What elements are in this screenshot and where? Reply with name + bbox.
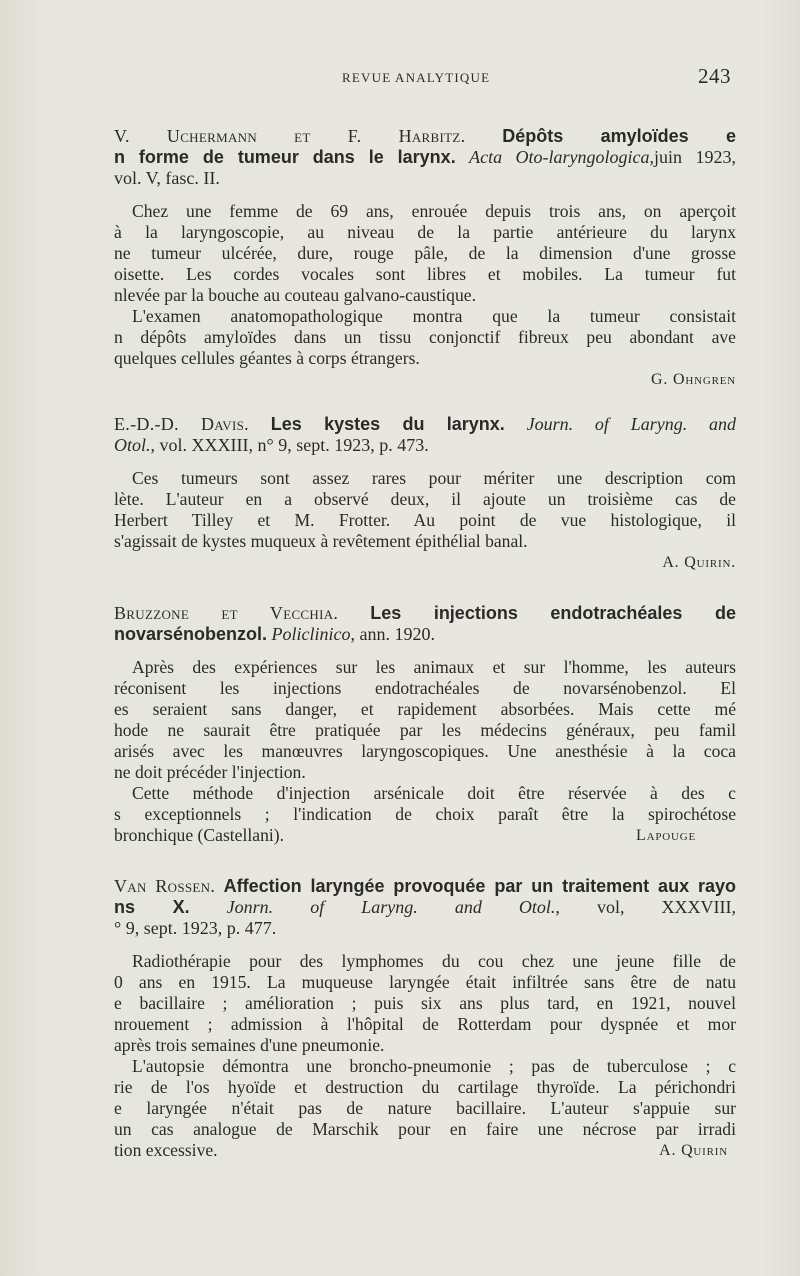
entry-body <box>114 951 736 1161</box>
text-line: novarsénobenzol. <box>114 624 268 644</box>
text-line: lète. L'auteur en a observé deux, il ajoute un troisième cas de <box>114 489 736 509</box>
text-line: es seraient sans danger, et rapidement absorbées. Mais cette mé <box>114 699 736 719</box>
text-line: L'examen anatomopathologique montra que la tumeur consistait <box>132 306 736 326</box>
text-line: à la laryngoscopie, au niveau de la partie antérieure du larynx <box>114 222 736 242</box>
text-line: ns X. <box>114 897 190 917</box>
text-line: , ann. 1920. <box>350 624 436 644</box>
entry-body <box>114 468 736 552</box>
running-head <box>0 64 800 88</box>
text-line: juin 1923, <box>654 147 736 167</box>
entry-heading-cont <box>114 624 736 645</box>
entry-citation-end <box>114 918 736 939</box>
text-line: Les kystes du larynx. <box>270 414 505 434</box>
text-line: Bruzzone et Vecchia. <box>114 603 339 623</box>
text-line: Chez une femme de 69 ans, enrouée depuis trois ans, on aperçoit <box>132 201 736 221</box>
review-entry-davis <box>114 414 736 573</box>
text-line: oisette. Les cordes vocales sont libres et mobiles. La tumeur fut <box>114 264 736 284</box>
text-line: Policlinico <box>271 624 351 644</box>
text-line: rie de l'os hyoïde et destruction du cartilage thyroïde. La périchondri <box>114 1077 736 1097</box>
entry-heading-cont <box>114 147 736 168</box>
text-line: ° 9, sept. 1923, p. 477. <box>114 918 277 938</box>
text-line: s exceptionnels ; l'indication de choix paraît être la spirochétose <box>114 804 736 824</box>
text-line: Acta Oto-laryngologica, <box>469 147 655 167</box>
text-line: V. Uchermann et F. Harbitz. <box>114 126 466 146</box>
text-line: Cette méthode d'injection arsénicale doit être réservée à des c <box>132 783 736 803</box>
text-line: un cas analogue de Marschik pour en faire une nécrose par irradi <box>114 1119 736 1139</box>
text-line: Affection laryngée provoquée par un traitement aux rayo <box>223 876 736 896</box>
text-line: quelques cellules géantes à corps étrangers. <box>114 348 420 368</box>
text-line: hode ne saurait être pratiquée par les médecins généraux, peu famil <box>114 720 736 740</box>
running-title: REVUE ANALYTIQUE <box>342 70 491 85</box>
text-line: ne doit précéder l'injection. <box>114 762 306 782</box>
text-line: Ces tumeurs sont assez rares pour mériter une description com <box>132 468 736 488</box>
text-line: , vol, XXXVIII, <box>555 897 736 917</box>
text-line: Après des expériences sur les animaux et sur l'homme, les auteurs <box>132 657 736 677</box>
entry-signature: Lapouge <box>636 827 696 844</box>
text-line: e bacillaire ; amélioration ; puis six ans plus tard, en 1921, nouvel <box>114 993 736 1013</box>
entry-heading <box>114 414 736 435</box>
text-line: nlevée par la bouche au couteau galvano-caustique. <box>114 285 476 305</box>
entry-citation-end <box>114 168 736 189</box>
text-line: L'autopsie démontra une broncho-pneumonie ; pas de tuberculose ; c <box>132 1056 736 1076</box>
entry-heading <box>114 876 736 897</box>
text-line: E.-D.-D. Davis. <box>114 414 249 434</box>
review-entry-van-rossen <box>114 876 736 1161</box>
text-line: , vol. XXXIII, n° 9, sept. 1923, p. 473. <box>150 435 429 455</box>
text-line: e laryngée n'était pas de nature bacillaire. L'auteur s'appuie sur <box>114 1098 736 1118</box>
review-entry-uchermann <box>114 126 736 390</box>
text-line: Radiothérapie pour des lymphomes du cou chez une jeune fille de <box>132 951 736 971</box>
entry-heading <box>114 126 736 147</box>
text-line: s'agissait de kystes muqueux à revêtement épithélial banal. <box>114 531 528 551</box>
entry-body <box>114 201 736 369</box>
text-line: nrouement ; admission à l'hôpital de Rotterdam pour dyspnée et mor <box>114 1014 736 1034</box>
entry-signature: A. Quirin <box>659 1142 728 1159</box>
text-line: arisés avec les manœuvres laryngoscopiques. Une anesthésie à la coca <box>114 741 736 761</box>
entry-citation <box>114 435 736 456</box>
entry-body <box>114 657 736 846</box>
review-entry-bruzzone <box>114 603 736 846</box>
text-line: n forme de tumeur dans le larynx. <box>114 147 456 167</box>
text-line: bronchique (Castellani). <box>114 825 285 845</box>
text-line: Jonrn. of Laryng. and Otol. <box>226 897 556 917</box>
page-number: 243 <box>698 64 731 88</box>
text-line: réconisent les injections endotrachéales de novarsénobenzol. El <box>114 678 736 698</box>
entry-signature: A. Quirin. <box>662 554 736 571</box>
text-line: Les injections endotrachéales de <box>370 603 736 623</box>
text-line: ne tumeur ulcérée, dure, rouge pâle, de la dimension d'une grosse <box>114 243 736 263</box>
text-line: Dépôts amyloïdes e <box>502 126 736 146</box>
text-line: vol. V, fasc. II. <box>114 168 220 188</box>
text-line: tion excessive. <box>114 1140 218 1160</box>
text-line: 0 ans en 1915. La muqueuse laryngée était infiltrée sans être de natu <box>114 972 736 992</box>
text-line: après trois semaines d'une pneumonie. <box>114 1035 385 1055</box>
text-line: Otol. <box>114 435 151 455</box>
entry-signature: G. Ohngren <box>651 371 736 388</box>
text-line: Journ. of Laryng. and <box>526 414 737 434</box>
entry-heading <box>114 603 736 624</box>
text-line: Van Rossen. <box>114 876 216 896</box>
text-line: Herbert Tilley et M. Frotter. Au point de vue histologique, il <box>114 510 736 530</box>
entry-heading-cont <box>114 897 736 918</box>
text-line: n dépôts amyloïdes dans un tissu conjonctif fibreux peu abondant ave <box>114 327 736 347</box>
